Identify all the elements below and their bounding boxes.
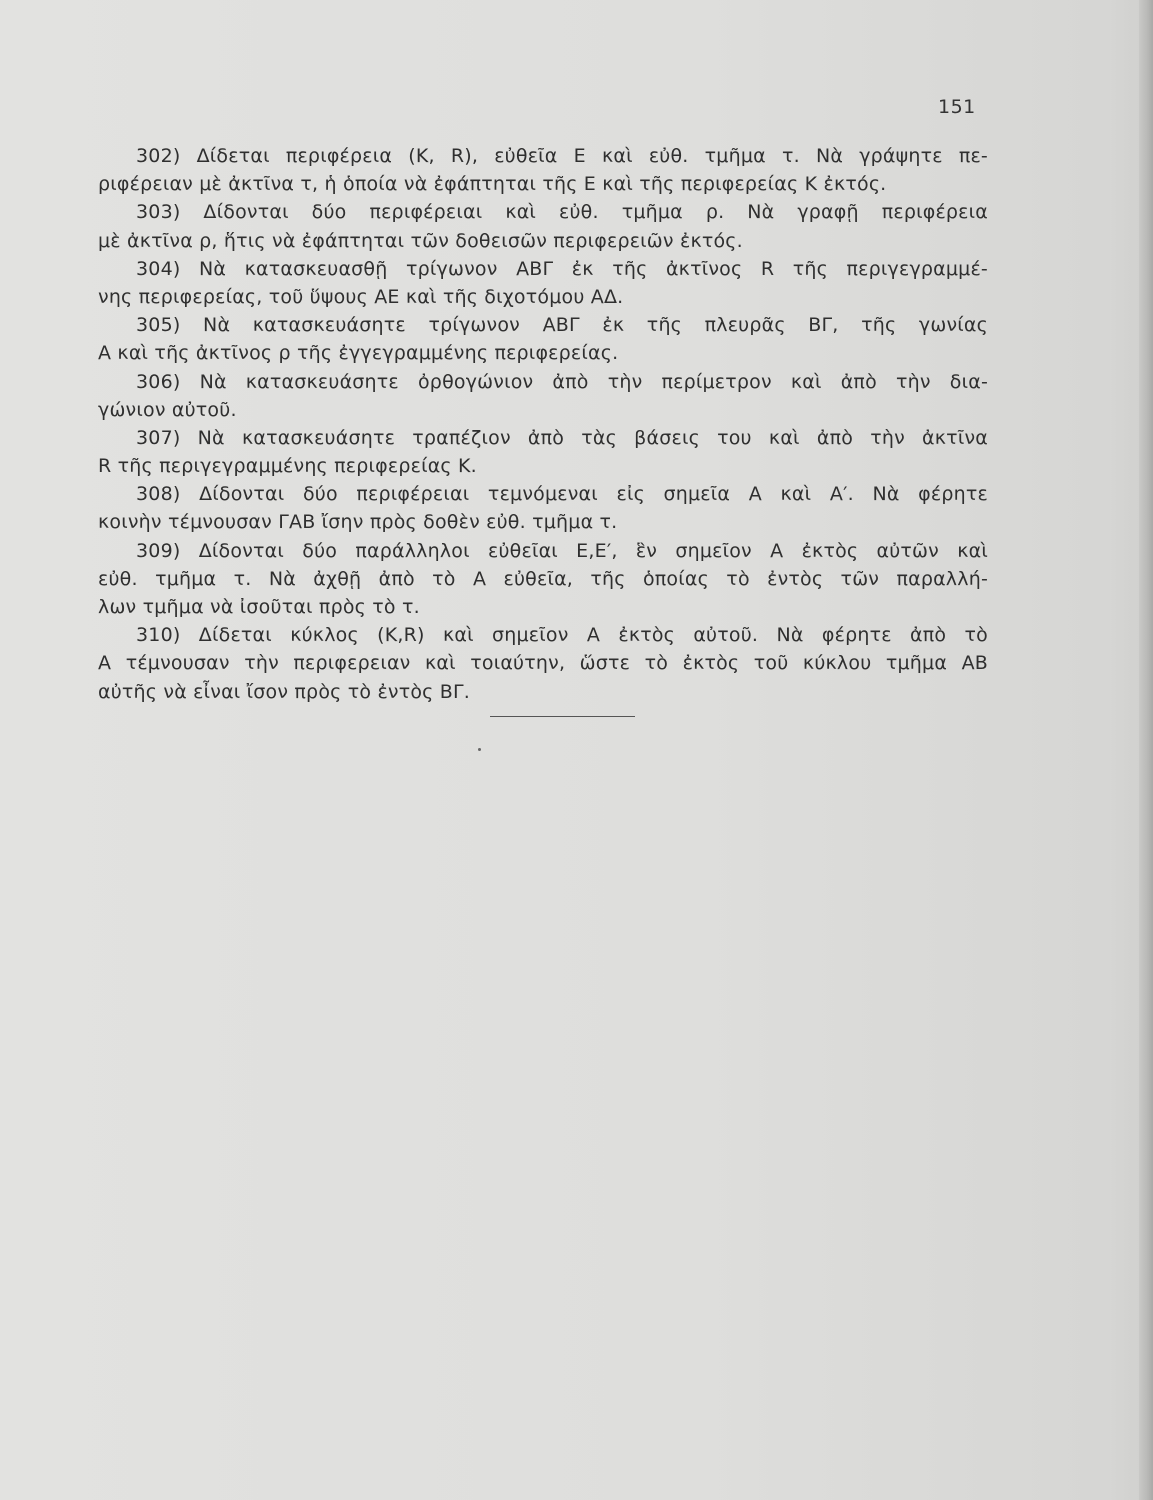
end-rule <box>490 716 635 717</box>
problem-310 <box>98 621 988 706</box>
problem-307 <box>98 424 988 480</box>
text-line: λων τμῆμα νὰ ἰσοῦται πρὸς τὸ τ. <box>98 596 420 618</box>
text-line: νης περιφερείας, τοῦ ὕψους ΑΕ καὶ τῆς διχοτόμου ΑΔ. <box>98 285 624 308</box>
problem-305 <box>98 311 988 367</box>
text-line: 308) Δίδονται δύο περιφέρειαι τεμνόμεναι εἰς σημεῖα Α καὶ Α′. Νὰ φέρητε <box>136 483 988 506</box>
text-line: αὐτῆς νὰ εἶναι ἴσον πρὸς τὸ ἐντὸς ΒΓ. <box>98 680 471 703</box>
text-line: εὐθ. τμῆμα τ. Νὰ ἀχθῇ ἀπὸ τὸ Α εὐθεῖα, τῆς ὁποίας τὸ ἐντὸς τῶν παραλλή- <box>98 567 988 590</box>
text-line: 305) Νὰ κατασκευάσητε τρίγωνον ΑΒΓ ἐκ τῆς πλευρᾶς ΒΓ, τῆς γωνίας <box>136 314 988 337</box>
text-line: R τῆς περιγεγραμμένης περιφερείας Κ. <box>98 455 477 478</box>
problem-list <box>98 142 988 706</box>
text-line: 310) Δίδεται κύκλος (Κ,R) καὶ σημεῖον Α ἐκτὸς αὐτοῦ. Νὰ φέρητε ἀπὸ τὸ <box>136 624 988 647</box>
ink-speck <box>478 748 481 751</box>
problem-308 <box>98 480 988 536</box>
text-line: Α καὶ τῆς ἀκτῖνος ρ τῆς ἐγγεγραμμένης περιφερείας. <box>98 342 619 365</box>
problem-309 <box>98 537 988 622</box>
text-line: γώνιον αὐτοῦ. <box>98 398 237 421</box>
problem-302 <box>98 142 988 198</box>
problem-304 <box>98 255 988 311</box>
page-edge-shadow <box>1139 0 1153 1500</box>
text-line: ριφέρειαν μὲ ἀκτῖνα τ, ἡ ὁποία νὰ ἐφάπτηται τῆς Ε καὶ τῆς περιφερείας Κ ἐκτός. <box>98 173 887 196</box>
text-line: Α τέμνουσαν τὴν περιφερειαν καὶ τοιαύτην, ὥστε τὸ ἐκτὸς τοῦ κύκλου τμῆμα ΑΒ <box>98 652 988 675</box>
text-line: 304) Νὰ κατασκευασθῇ τρίγωνον ΑΒΓ ἐκ τῆς ἀκτῖνος R τῆς περιγεγραμμέ- <box>136 257 988 280</box>
text-line: μὲ ἀκτῖνα ρ, ἥτις νὰ ἐφάπτηται τῶν δοθεισῶν περιφερειῶν ἐκτός. <box>98 229 743 252</box>
text-line: 306) Νὰ κατασκευάσητε ὀρθογώνιον ἀπὸ τὴν περίμετρον καὶ ἀπὸ τὴν δια- <box>136 370 988 393</box>
text-line: 303) Δίδονται δύο περιφέρειαι καὶ εὐθ. τμῆμα ρ. Νὰ γραφῇ περιφέρεια <box>136 201 988 224</box>
text-line: 309) Δίδονται δύο παράλληλοι εὐθεῖαι Ε,Ε′, ἓν σημεῖον Α ἐκτὸς αὐτῶν καὶ <box>136 539 988 562</box>
problem-303 <box>98 198 988 254</box>
text-line: κοινὴν τέμνουσαν ΓΑΒ ἴσην πρὸς δοθὲν εὐθ. τμῆμα τ. <box>98 511 618 534</box>
text-line: 307) Νὰ κατασκευάσητε τραπέζιον ἀπὸ τὰς βάσεις του καὶ ἀπὸ τὴν ἀκτῖνα <box>136 426 988 449</box>
text-line: 302) Δίδεται περιφέρεια (Κ, R), εὐθεῖα Ε καὶ εὐθ. τμῆμα τ. Νὰ γράψητε πε- <box>136 145 988 167</box>
page-number: 151 <box>938 96 976 118</box>
problem-306 <box>98 368 988 424</box>
